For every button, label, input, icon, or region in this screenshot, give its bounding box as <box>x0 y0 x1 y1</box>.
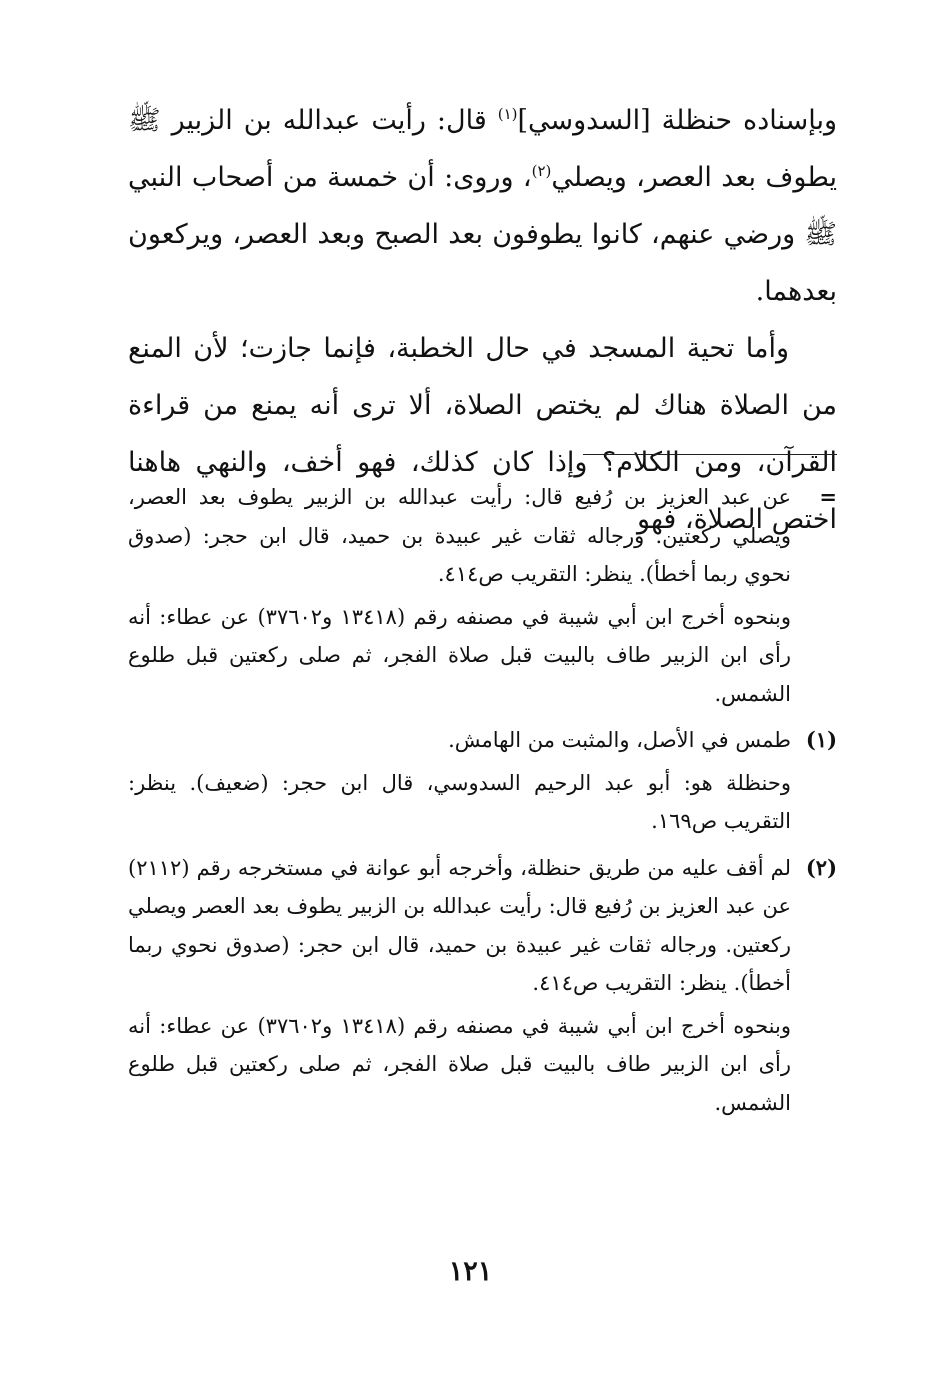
main-paragraph-1-part-1: وبإسناده حنظلة [السدوسي] <box>517 105 837 136</box>
footnote-marker: = <box>819 484 837 509</box>
footnote-ref-1: (١) <box>497 105 518 123</box>
footnote-marker: (١) <box>805 727 837 752</box>
main-paragraph-1-part-3: ، وروى: أن خمسة من أصحاب النبي ﷺ ورضي عنهم، كانوا يطوفون بعد الصبح وبعد العصر، ويركعون بعدهما. <box>128 162 837 307</box>
footnote-paragraph: وحنظلة هو: أبو عبد الرحيم السدوسي، قال ابن حجر: (ضعيف). ينظر: التقريب ص١٦٩. <box>128 770 791 833</box>
footnote-1 <box>128 721 837 845</box>
footnote-paragraph: وبنحوه أخرج ابن أبي شيبة في مصنفه رقم (١٣٤١٨ و٣٧٦٠٢) عن عطاء: أنه رأى ابن الزبير طاف بالبيت قبل صلاة الفجر، ثم صلى ركعتين قبل طلوع الشمس. <box>128 604 791 706</box>
footnote-ref-2: (٢) <box>531 162 552 180</box>
main-paragraph-1 <box>128 92 837 320</box>
page-number: ١٢١ <box>448 1256 493 1287</box>
footnote-continued <box>128 478 837 717</box>
footnote-body <box>128 721 791 845</box>
main-paragraph-1-part-2: قال: رأيت عبدالله بن الزبير ﷺ يطوف بعد العصر، ويصلي <box>128 105 837 193</box>
footnote-paragraph: وبنحوه أخرج ابن أبي شيبة في مصنفه رقم (١٣٤١٨ و٣٧٦٠٢) عن عطاء: أنه رأى ابن الزبير طاف بالبيت قبل صلاة الفجر، ثم صلى ركعتين قبل طلوع الشمس. <box>128 1013 791 1115</box>
footnote-body <box>128 849 791 1127</box>
footnote-body <box>128 478 791 717</box>
footnote-paragraph: عن عبد العزيز بن رُفيع قال: رأيت عبدالله بن الزبير يطوف بعد العصر، ويصلي ركعتين. ورجاله ثقات غير عبيدة بن حميد، قال ابن حجر: (صدوق نحوي ربما أخطأ). ينظر: التقريب ص٤١٤. <box>128 485 791 586</box>
footnote-marker: (٢) <box>805 854 837 880</box>
footnote-separator <box>583 454 837 455</box>
footnotes <box>128 478 837 1130</box>
footnote-paragraph: طمس في الأصل، والمثبت من الهامش. <box>448 728 791 752</box>
footnote-paragraph: لم أقف عليه من طريق حنظلة، وأخرجه أبو عوانة في مستخرجه رقم (٢١١٢) عن عبد العزيز بن رُفيع قال: رأيت عبدالله بن الزبير يطوف بعد العصر ويصلي ركعتين. ورجاله ثقات غير عبيدة بن حميد، قال ابن حجر: (صدوق نحوي ربما أخطأ). ينظر: التقريب ص٤١٤. <box>128 855 791 995</box>
main-paragraph-2: وأما تحية المسجد في حال الخطبة، فإنما جازت؛ لأن المنع من الصلاة هناك لم يختص الصلاة، ألا ترى أنه يمنع من قراءة القرآن، ومن الكلام؟ وإذا كان كذلك، فهو أخف، والنهي هاهنا اختص الصلاة، فهو <box>128 333 837 535</box>
footnote-2 <box>128 849 837 1127</box>
